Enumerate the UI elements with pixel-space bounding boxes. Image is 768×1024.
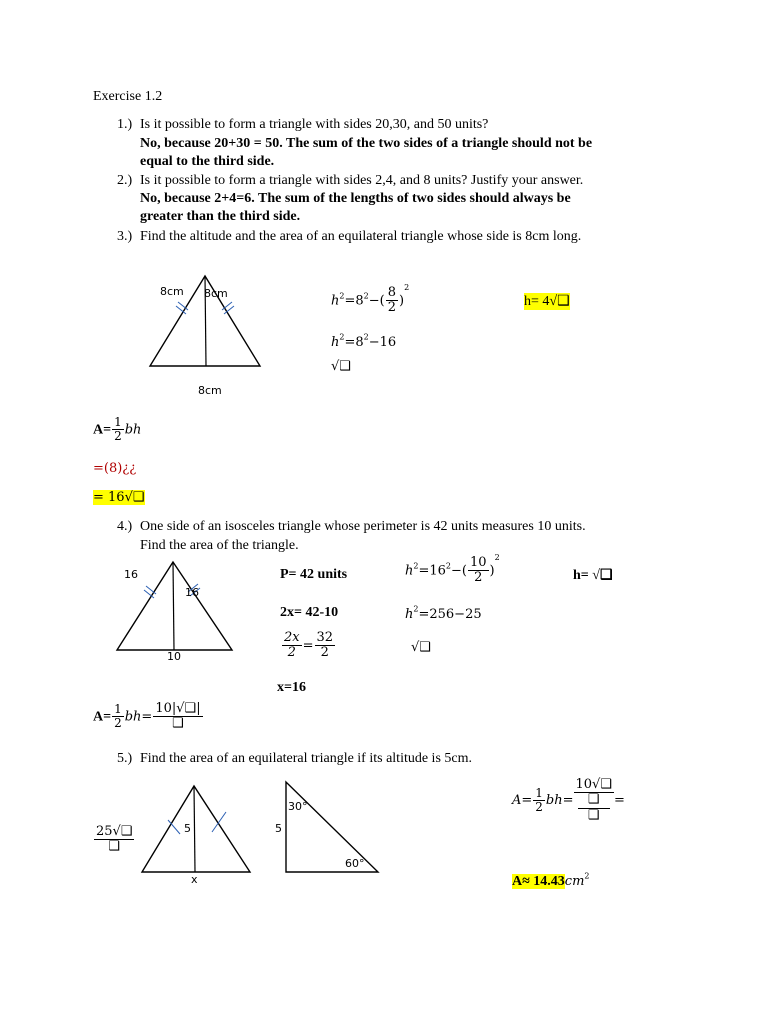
- q2-answer-line2: greater than the third side.: [140, 209, 301, 224]
- q3-area-formula: [93, 416, 141, 442]
- q5-area-prefix: A=: [512, 792, 533, 808]
- q2-number: 2.): [117, 173, 133, 188]
- q5-result: [512, 870, 590, 890]
- q3-eq2-lhs: h: [331, 335, 340, 350]
- q5-altitude: [194, 786, 195, 872]
- q4-label-left: 16: [124, 568, 138, 581]
- q5-area-formula: [512, 778, 625, 823]
- q3-label-right: 8cm: [204, 287, 228, 300]
- q4-label-right: 16: [185, 586, 199, 599]
- q3-root-box: √❑: [331, 359, 351, 374]
- q4-question-line1: One side of an isosceles triangle whose perimeter is 42 units measures 10 units.: [140, 519, 586, 534]
- q2-question: Is it possible to form a triangle with sides 2,4, and 8 units? Justify your answer.: [140, 173, 584, 188]
- q3-question: Find the altitude and the area of an equilateral triangle whose side is 8cm long.: [140, 229, 582, 244]
- q5-angle-top: 30°: [288, 800, 308, 813]
- q5-area-bh: bh=: [545, 792, 574, 808]
- q3-area-line3: = 16√❑: [93, 490, 145, 505]
- q5-area-num: 1: [535, 786, 543, 801]
- q3-eq2-rest: =8: [344, 335, 364, 350]
- q5-result-value: A≈ 14.43: [512, 874, 565, 889]
- q1-answer-line1: No, because 20+30 = 50. The sum of the two sides of a triangle should not be: [140, 136, 593, 151]
- q4-area-bh: bh=: [124, 709, 153, 725]
- q4-x-result: x=16: [277, 680, 306, 695]
- q4-frac-b-num: 32: [316, 630, 334, 645]
- q4-area-frac-num: 10|√❑|: [155, 701, 201, 716]
- q4-frac-b-den: 2: [320, 644, 329, 660]
- q5-area-mid: ❑: [578, 793, 610, 808]
- q3-number: 3.): [117, 229, 133, 244]
- q4-frac-a-num: 2x: [284, 630, 300, 645]
- q4-h-equation-1: $h^2=16^2-$( $\frac{10}{2}$ )$^2$: [405, 553, 500, 585]
- q4-eq-2x: 2x= 42-10: [280, 605, 339, 620]
- q3-equation-2: $h^2=8^2-16$: [331, 332, 397, 350]
- q1-question: Is it possible to form a triangle with sides 20,30, and 50 units?: [140, 117, 489, 132]
- q3-area-num: 1: [114, 415, 122, 429]
- q5-tick-right: [212, 812, 226, 832]
- q3-label-base: 8cm: [198, 384, 222, 397]
- q4-area-num: 1: [114, 702, 122, 717]
- q5-left-fraction: [93, 825, 135, 853]
- q4-h-eq2-rest: =256−25: [418, 607, 482, 622]
- exercise-title: Exercise 1.2: [93, 89, 163, 104]
- q4-area-den: 2: [114, 715, 122, 730]
- q4-frac-equation: $\frac{2x}{2}$ = $\frac{32}{2}$: [284, 630, 334, 660]
- q3-area-den: 2: [114, 428, 122, 443]
- q1-number: 1.): [117, 117, 133, 132]
- q3-eq1-den: 2: [387, 299, 396, 315]
- q4-frac-a-den: 2: [287, 644, 296, 660]
- q3-equation-1: $h^2=8^2-$( $\frac{8}{2}$ )$^2$: [331, 283, 410, 315]
- q3-area-line2: [93, 461, 136, 476]
- q3-area-line2-text: =(8)¿¿: [93, 461, 137, 476]
- q4-area-prefix: A=: [93, 709, 112, 725]
- q4-h-equation-2: $h^2=256-25$: [405, 604, 482, 622]
- q3-label-left: 8cm: [160, 285, 184, 298]
- q4-label-base: 10: [167, 650, 181, 663]
- q3-eq1-lhs: h: [331, 293, 340, 309]
- q3-eq1-minus: −(: [368, 293, 385, 309]
- q5-left-frac-num: 25√❑: [96, 824, 133, 839]
- q3-h-result: h= 4√❑: [524, 294, 570, 309]
- q5-triangle-figure: [138, 782, 258, 878]
- q1-answer-line2: equal to the third side.: [140, 154, 275, 169]
- q5-angle-bottom: 60°: [345, 857, 365, 870]
- q5-area-top: 10√❑: [575, 777, 612, 792]
- q4-altitude: [173, 562, 174, 650]
- q5-number: 5.): [117, 751, 133, 766]
- q4-h-result: h= √❑: [573, 568, 613, 583]
- q4-h-eq1-num: 10: [469, 555, 487, 570]
- q3-eq1-rest: =8: [344, 293, 364, 309]
- q5-question: Find the area of an equilateral triangle if its altitude is 5cm.: [140, 751, 473, 766]
- q5-label-altitude: 5: [184, 822, 191, 835]
- q5-right-triangle-figure: [282, 778, 386, 878]
- q4-perimeter: P= 42 units: [280, 567, 348, 582]
- q3-eq1-close: ): [398, 293, 405, 309]
- q5-result-unit: cm: [564, 874, 585, 889]
- q4-area-formula: [93, 702, 204, 730]
- q5-label-base: x: [191, 873, 198, 886]
- q4-root-box: √❑: [411, 640, 431, 655]
- q5-area-equals: =: [614, 792, 625, 808]
- q3-area-prefix: A=: [93, 422, 112, 438]
- q4-h-eq1-den: 2: [474, 569, 483, 585]
- q5-left-frac-den: ❑: [108, 838, 121, 854]
- q3-area-bh: bh: [124, 422, 142, 438]
- q3-eq1-num: 8: [387, 285, 396, 300]
- q5-result-unit-exp: 2: [584, 871, 590, 881]
- q3-eq2-tail: −16: [368, 335, 397, 350]
- q4-area-frac-den: ❑: [172, 715, 184, 731]
- q5-side-label: 5: [275, 822, 282, 835]
- q5-triangle: [142, 786, 250, 872]
- q2-answer-line1: No, because 2+4=6. The sum of the lengths of two sides should always be: [140, 191, 571, 206]
- q5-area-den: 2: [535, 799, 543, 814]
- q4-number: 4.): [117, 519, 133, 534]
- q4-h-eq1-rest: =16: [418, 563, 446, 579]
- q5-area-bot: ❑: [587, 807, 600, 823]
- q4-question-line2: Find the area of the triangle.: [140, 538, 299, 553]
